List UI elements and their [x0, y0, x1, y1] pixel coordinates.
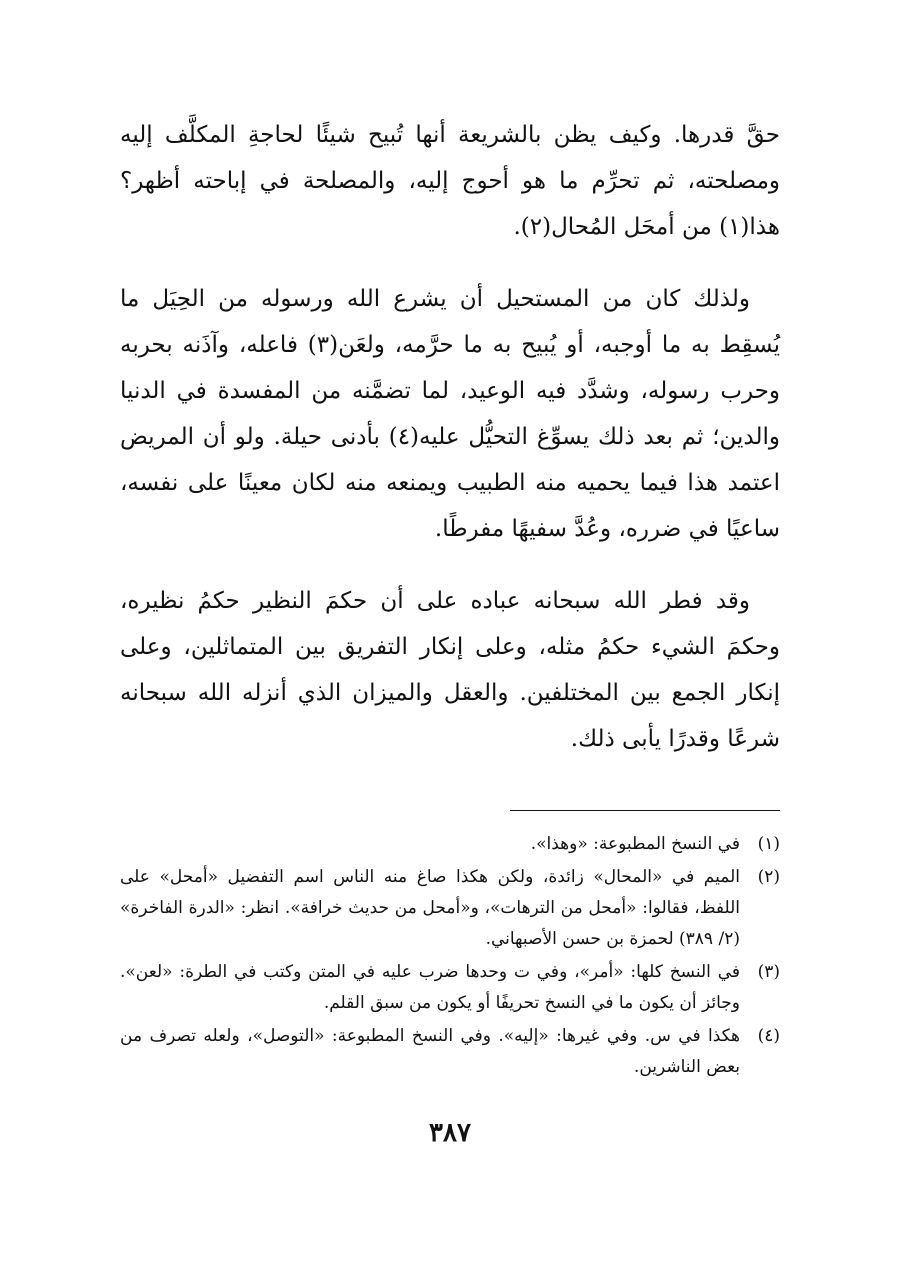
body-paragraph-1: حقَّ قدرها. وكيف يظن بالشريعة أنها تُبيح شيئًا لحاجةِ المكلَّف إليه ومصلحته، ثم تحرِّم ما هو أحوج إليه، والمصلحة في إباحته أظهر؟ هذا(١) من أمحَل المُحال(٢).	[120, 122, 780, 240]
footnote-number: (٣)	[757, 962, 780, 982]
page-content	[120, 112, 780, 1085]
footnote-text: في النسخ كلها: «أمر»، وفي ت وحدها ضرب عليه في المتن وكتب في الطرة: «لعن». وجائز أن يكون ما في النسخ تحريفًا أو يكون من سبق القلم.	[120, 962, 740, 1013]
footnote-3	[120, 957, 780, 1019]
footnote-number: (٢)	[757, 867, 780, 887]
footnote-number: (١)	[757, 834, 780, 854]
footnote-text: هكذا في س. وفي غيرها: «إليه». وفي النسخ المطبوعة: «التوصل»، ولعله تصرف من بعض الناشرين.	[120, 1026, 740, 1077]
footnotes	[120, 829, 780, 1083]
footnote-2	[120, 862, 780, 955]
footnote-text: الميم في «المحال» زائدة، ولكن هكذا صاغ منه الناس اسم التفضيل «أمحل» على اللفظ، فقالوا: «أمحل من الترهات»، و«أمحل من حديث خرافة». انظر: «الدرة الفاخرة» (٢/ ٣٨٩) لحمزة بن حسن الأصبهاني.	[120, 867, 740, 949]
footnote-4	[120, 1021, 780, 1083]
page-number: ٣٨٧	[429, 1118, 471, 1148]
footnote-text: في النسخ المطبوعة: «وهذا».	[530, 834, 740, 854]
body-paragraph-2: ولذلك كان من المستحيل أن يشرع الله ورسوله من الحِيَل ما يُسقِط به ما أوجبه، أو يُبيح به ما حرَّمه، ولعَن(٣) فاعله، وآذَنه بحربه وحرب رسوله، وشدَّد فيه الوعيد، لما تضمَّنه من المفسدة في الدنيا والدين؛ ثم بعد ذلك يسوِّغ التحيُّل عليه(٤) بأدنى حيلة. ولو أن المريض اعتمد هذا فيما يحميه منه الطبيب ويمنعه منه لكان معينًا على نفسه، ساعيًا في ضرره، وعُدَّ سفيهًا مفرطًا.	[120, 286, 780, 542]
footnote-divider	[510, 810, 780, 811]
footnote-1	[120, 829, 780, 860]
body-paragraph-3: وقد فطر الله سبحانه عباده على أن حكمَ النظير حكمُ نظيره، وحكمَ الشيء حكمُ مثله، وعلى إنكار التفريق بين المتماثلين، وعلى إنكار الجمع بين المختلفين. والعقل والميزان الذي أنزله الله سبحانه شرعًا وقدرًا يأبى ذلك.	[120, 588, 780, 752]
footnote-number: (٤)	[757, 1026, 780, 1046]
